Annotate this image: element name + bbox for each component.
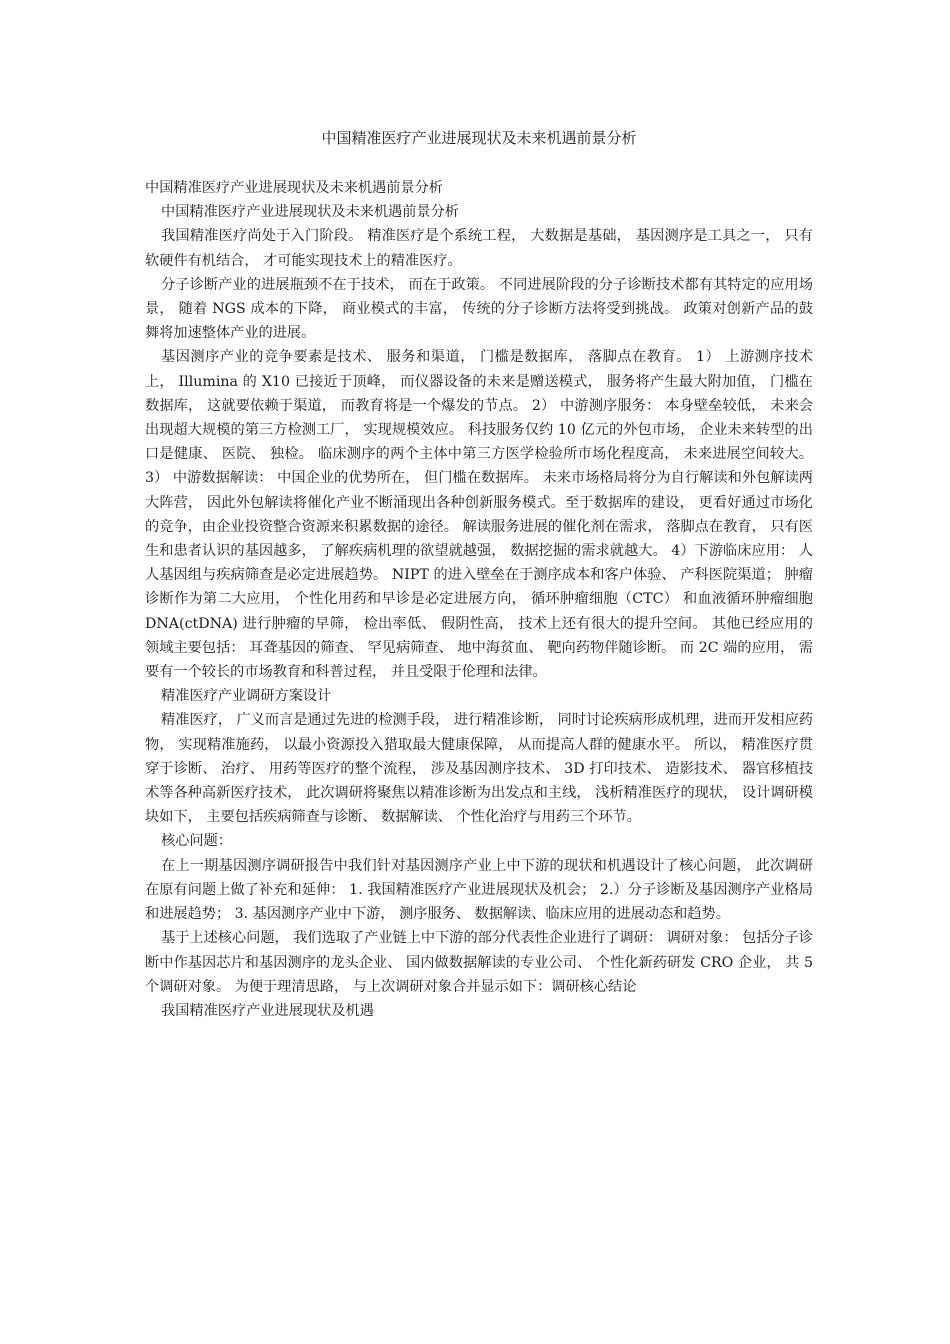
body-paragraph: 我国精准医疗尚处于入门阶段。 精准医疗是个系统工程， 大数据是基础， 基因测序是工具之一， 只有软硬件有机结合， 才可能实现技术上的精准医疗。: [145, 228, 813, 269]
body-paragraph: 精准医疗， 广义而言是通过先进的检测手段， 进行精准诊断， 同时讨论疾病形成机理，进而开发相应药物， 实现精准施药， 以最小资源投入猎取最大健康保障， 从而提高人群的健康水平。 所以， 精准医疗贯穿于诊断、 治疗、 用药等医疗的整个流程， 涉及基因测序技术、 3D 打印技术、 造影技术、 器官移植技术等各种高新医疗技术， 此次调研将聚焦以精准诊断为出发点和主线， 浅析精准医疗的现状， 设计调研模块如下， 主要包括疾病筛查与诊断、 数据解读、 个性化治疗与用药三个环节。: [145, 712, 813, 826]
body-paragraph: 基于上述核心问题， 我们选取了产业链上中下游的部分代表性企业进行了调研： 调研对象： 包括分子诊断中作基因芯片和基因测序的龙头企业、 国内做数据解读的专业公司、 个性化新药研发 CRO 企业， 共 5 个调研对象。 为便于理清思路， 与上次调研对象合并显示如下：调研核心结论: [145, 930, 813, 995]
body-paragraph: 在上一期基因测序调研报告中我们针对基因测序产业上中下游的现状和机遇设计了核心问题， 此次调研在原有问题上做了补充和延伸： 1. 我国精准医疗产业进展现状及机会； 2.）分子诊断及基因测序产业格局和进展趋势； 3. 基因测序产业中下游， 测序服务、 数据解读、临床应用的进展动态和趋势。: [145, 857, 813, 923]
document-body: [145, 176, 813, 1023]
document-title: 中国精准医疗产业进展现状及未来机遇前景分析: [321, 129, 637, 147]
section-heading: 精准医疗产业调研方案设计: [161, 688, 332, 705]
subheading-paragraph: 中国精准医疗产业进展现状及未来机遇前景分析: [161, 204, 459, 221]
heading-paragraph: 中国精准医疗产业进展现状及未来机遇前景分析: [145, 180, 443, 196]
section-heading: 核心问题：: [161, 833, 232, 850]
body-paragraph: 基因测序产业的竞争要素是技术、 服务和渠道， 门槛是数据库， 落脚点在教育。 1） 上游测序技术上， Illumina 的 X10 已接近于顶峰， 而仪器设备的未来是赠送模式， 服务将产生最大附加值， 门槛在数据库， 这就要依赖于渠道， 而教育将是一个爆发的节点。 2） 中游测序服务： 本身壁垒较低， 未来会出现超大规模的第三方检测工厂， 实现规模效应。 科技服务仅约 10 亿元的外包市场， 企业未来转型的出口是健康、 医院、 独检。 临床测序的两个主体中第三方医学检验所市场化程度高， 未来进展空间较大。 3） 中游数据解读： 中国企业的优势所在， 但门槛在数据库。 未来市场格局将分为自行解读和外包解读两大阵营， 因此外包解读将催化产业不断涌现出各种创新服务模式。至于数据库的建设， 更看好通过市场化的竞争，由企业投资整合资源来积累数据的途径。 解读服务进展的催化剂在需求， 落脚点在教育， 只有医生和患者认识的基因越多， 了解疾病机理的欲望就越强， 数据挖掘的需求就越大。 4）下游临床应用： 人人基因组与疾病筛查是必定进展趋势。 NIPT 的进入壁垒在于测序成本和客户体验、 产科医院渠道； 肿瘤诊断作为第二大应用， 个性化用药和早诊是必定进展方向， 循环肿瘤细胞（CTC） 和血液循环肿瘤细胞 DNA(ctDNA) 进行肿瘤的早筛， 检出率低、 假阴性高， 技术上还有很大的提升空间。 其他已经应用的领域主要包括： 耳聋基因的筛查、 罕见病筛查、 地中海贫血、 靶向药物伴随诊断。 而 2C 端的应用， 需要有一个较长的市场教育和科普过程， 并且受限于伦理和法律。: [145, 349, 813, 681]
body-paragraph: 分子诊断产业的进展瓶颈不在于技术， 而在于政策。 不同进展阶段的分子诊断技术都有其特定的应用场景， 随着 NGS 成本的下降， 商业模式的丰富， 传统的分子诊断方法将受到挑战。 政策对创新产品的鼓舞将加速整体产业的进展。: [145, 276, 813, 342]
section-heading: 我国精准医疗产业进展现状及机遇: [161, 1002, 374, 1019]
